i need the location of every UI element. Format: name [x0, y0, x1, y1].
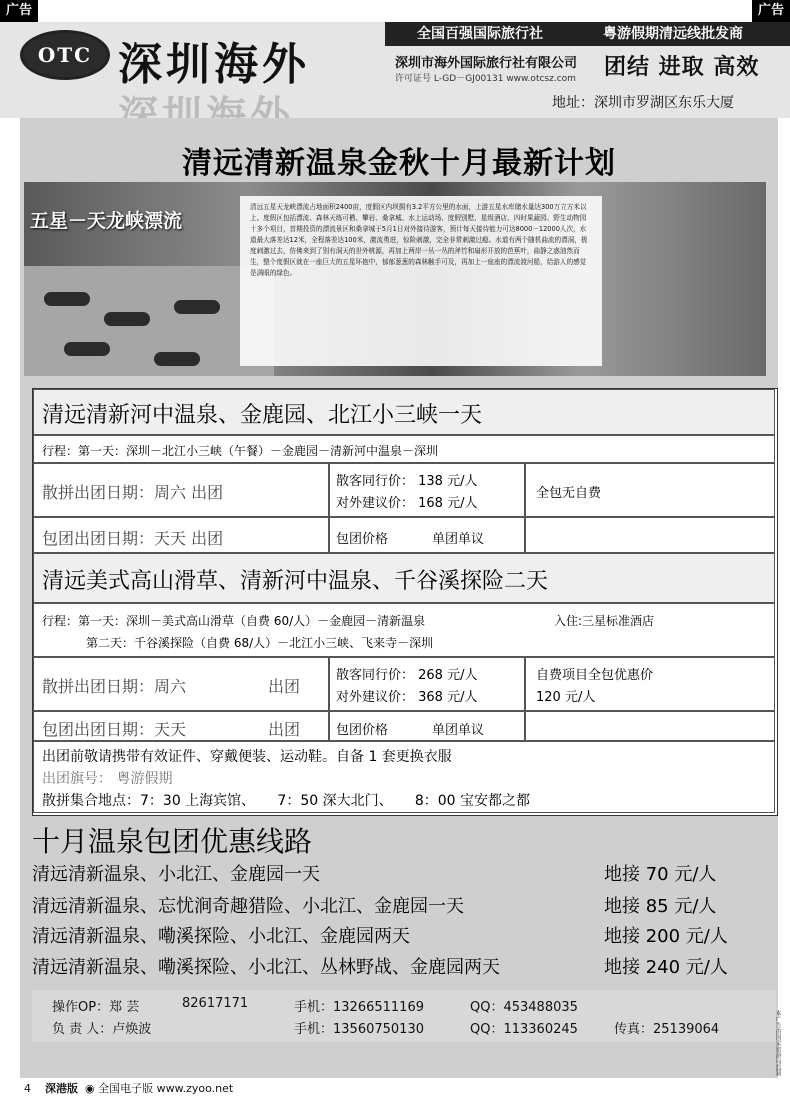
ad-tag-left: 广告: [0, 0, 38, 22]
hot-deal-row: [32, 860, 752, 886]
hot-deal-route: 清远清新温泉、小北江、金鹿园一天: [32, 864, 320, 885]
raft-icon: [104, 312, 150, 326]
hot-deal-price: 地接 70 元/人: [604, 864, 717, 885]
route-2-sanpin-cell: [33, 657, 329, 711]
raft-icon: [44, 292, 90, 306]
route-2-baotuan-date: 包团出团日期：天天: [42, 720, 187, 739]
address: 地址：深圳市罗湖区东乐大厦: [552, 95, 734, 111]
page-number: 4: [24, 1082, 31, 1095]
raft-icon: [64, 342, 110, 356]
ad-tag-right: 广告: [752, 0, 790, 22]
footer: [24, 1080, 233, 1096]
route-2-itinerary-day1: 行程：第一天：深圳－美式高山滑草（自费 60/人）－金鹿园－清新温泉: [42, 614, 426, 628]
route-2-hotel: 入住:三星标准酒店: [554, 614, 655, 628]
hot-deal-row: [32, 892, 752, 918]
route-2-sanpin-date: 散拼出团日期：周六: [42, 677, 187, 696]
route-2-peer-price: 散客同行价： 268 元/人: [336, 668, 478, 683]
route-2-baotuan-suffix: 出团: [268, 720, 301, 739]
route-2-price-cell: [329, 657, 525, 711]
hot-deal-price: 地接 200 元/人: [604, 926, 728, 947]
route-2-note: 自费项目全包优惠价: [536, 668, 654, 683]
route-1-note-cell: [525, 463, 775, 517]
route-1-itinerary-row: [33, 435, 775, 463]
meeting-points: 散拼集合地点：7：30 上海宾馆、 7：50 深大北门、 8：00 宝安都之都: [42, 793, 531, 809]
route-1-sanpin-cell: [33, 463, 329, 517]
photo-caption: 五星－天龙峡漂流: [30, 210, 183, 232]
route-2-itinerary-day2: 第二天：千谷溪探险（自费 68/人）－北江小三峡、飞来寺－深圳: [86, 636, 434, 650]
route-1-baotuan-date: 包团出团日期：天天 出团: [42, 529, 224, 548]
manager-qq: QQ：113360245: [470, 1022, 578, 1037]
route-1-sanpin-date: 散拼出团日期：周六 出团: [42, 483, 224, 502]
route-1-baotuan-price-cell: [329, 517, 525, 553]
reminder-text: 出团前敬请携带有效证件、穿戴便装、运动鞋。自备 1 套更换衣服: [42, 749, 452, 765]
route-1-baotuan-cell: [33, 517, 329, 553]
hot-deal-route: 清远清新温泉、忘忧涧奇趣猎险、小北江、金鹿园一天: [32, 896, 464, 917]
brand-reflection: [118, 84, 294, 112]
op-contact: 操作OP：郑 芸: [52, 1000, 140, 1015]
route-2-title: 清远美式高山滑草、清新河中温泉、千谷溪探险二天: [42, 569, 549, 594]
hot-deal-row: [32, 922, 752, 948]
otc-logo: OTC: [20, 30, 110, 80]
edition-seal-icon: ◉: [85, 1082, 95, 1095]
top-left-claim: 全国百强国际旅行社: [417, 26, 543, 42]
route-1-note: 全包无自费: [536, 486, 602, 501]
route-2-sanpin-suffix: 出团: [268, 677, 301, 696]
route-table: [32, 388, 778, 816]
route-2-note-price: 120 元/人: [536, 690, 596, 705]
photo-description: 清远五星天龙峡漂流占地面积2400亩，度假区内坝拥有3.2平方公里的水面，上游五星水库储水量达300万立方米以上。度假区包括漂流、森林天练可栖、攀岩、桑拿城、水上运动场、度假别墅、星级酒店、四时果蔬园、野生动物园十多个项目，首期投资的漂流景区和桑拿城于5月1日对外接待游客，预计每天接待能力可达8000－12000人次，水道最大落差达12米，全程落差达100米，激流勇进，惊险刺激，完全非常刺激过瘾。水道有两个随机曲流的漂洞，极度刺激过去，仿佛来到了别有洞天的世外桃源，再加上两岸一丛一丛的斧竹和扇形开放的芭蕉叶，曲静之惑油然而生，整个度假区就在一座巨大的五星环抱中，郁郁葱葱的森林触手可及，再加上一座座的漂流渡河船，给游人的感觉是满眼的绿色。: [240, 196, 602, 366]
route-1-peer-price: 散客同行价： 138 元/人: [336, 474, 478, 489]
route-1-title: 清远清新河中温泉、金鹿园、北江小三峡一天: [42, 403, 483, 428]
fax-number: 传真：25139064: [614, 1022, 720, 1037]
route-2-baotuan-price-value: 单团单议: [432, 723, 485, 738]
flag-text: 出团旗号： 粤游假期: [42, 771, 173, 787]
route-2-baotuan-price-label: 包团价格: [336, 723, 389, 738]
contact-bar: [32, 990, 776, 1042]
route-2-retail-price: 对外建议价： 368 元/人: [336, 690, 478, 705]
edition-label: 深港版: [45, 1082, 78, 1095]
manager-contact: 负 责 人：卢焕波: [52, 1022, 152, 1037]
hot-deal-route: 清远清新温泉、嘞溪探险、小北江、金鹿园两天: [32, 926, 410, 947]
op-phone: 82617171: [182, 996, 249, 1011]
hot-deals-title: 十月温泉包团优惠线路: [32, 825, 313, 858]
route-2-header: [33, 553, 775, 603]
route-2-note-cell: [525, 657, 775, 711]
route-1-itinerary: 行程：第一天：深圳－北江小三峡（午餐）－金鹿园－清新河中温泉－深圳: [42, 444, 439, 458]
license-line: 许可证号 L-GD－GJ00131 www.otcsz.com: [395, 74, 576, 84]
route-2-empty-cell: [525, 711, 775, 741]
raft-icon: [154, 352, 200, 366]
op-qq: QQ：453488035: [470, 1000, 578, 1015]
route-1-price-cell: [329, 463, 525, 517]
route-2-itinerary-row: [33, 603, 775, 657]
raft-icon: [174, 300, 220, 314]
hot-deal-route: 清远清新温泉、嘞溪探险、小北江、丛林野战、金鹿园两天: [32, 957, 500, 978]
top-right-claim: 粤游假期清远线批发商: [603, 26, 743, 42]
route-1-empty-cell: [525, 517, 775, 553]
hot-deal-price: 地接 85 元/人: [604, 896, 717, 917]
side-note: 本广告由国家旅游局监制: [774, 1010, 781, 1076]
hot-deal-price: 地接 240 元/人: [604, 957, 728, 978]
header-top-bar: [385, 22, 790, 46]
route-1-retail-price: 对外建议价： 168 元/人: [336, 496, 478, 511]
brand-name: 深圳海外: [118, 39, 310, 90]
route-1-baotuan-price-label: 包团价格: [336, 532, 389, 547]
slogan: 团结 进取 高效: [604, 55, 760, 80]
notes-cell: [33, 741, 775, 813]
route-2-baotuan-price-cell: [329, 711, 525, 741]
manager-mobile: 手机：13560750130: [294, 1022, 424, 1037]
hot-deal-row: [32, 953, 752, 979]
main-title: 清远清新温泉金秋十月最新计划: [182, 146, 616, 181]
website: 全国电子版 www.zyoo.net: [98, 1082, 234, 1095]
op-mobile: 手机：13266511169: [294, 1000, 424, 1015]
route-1-header: [33, 389, 775, 435]
agency-name: 深圳市海外国际旅行社有限公司: [395, 56, 578, 71]
route-2-baotuan-cell: [33, 711, 329, 741]
route-1-baotuan-price-value: 单团单议: [432, 532, 485, 547]
